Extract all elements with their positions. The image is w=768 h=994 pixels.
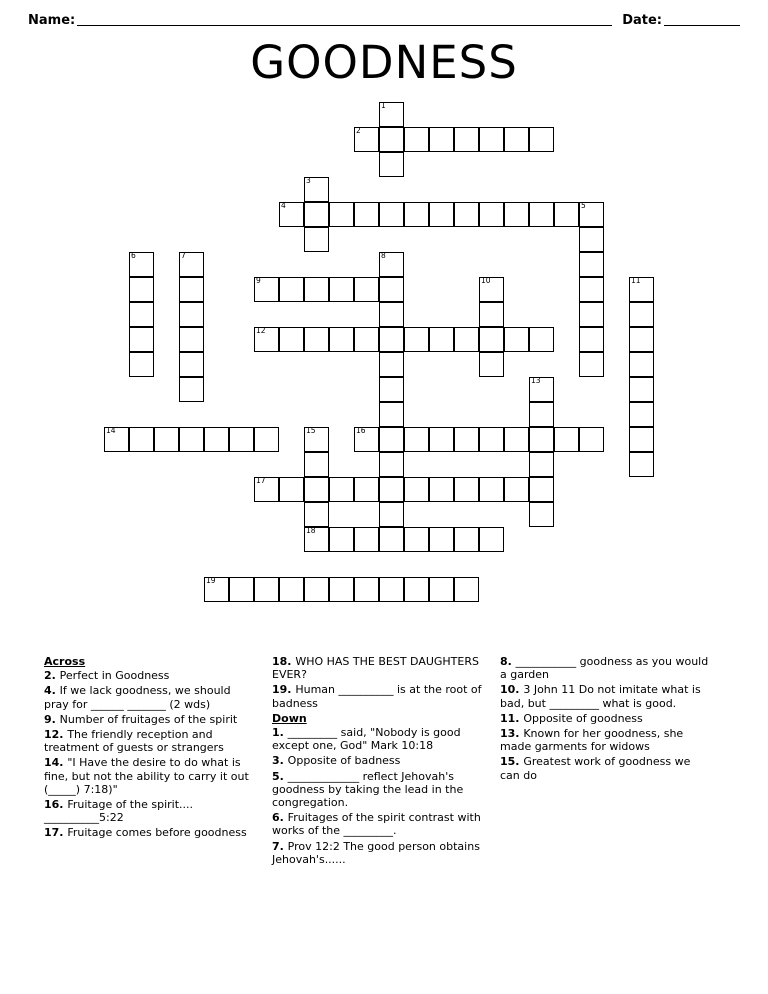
name-write-line (77, 12, 612, 26)
grid-cell[interactable] (404, 477, 429, 502)
clue-number: 6. (272, 811, 288, 825)
grid-cell-number: 16 (356, 426, 366, 435)
name-label: Name: (28, 13, 76, 28)
clue-text: WHO HAS THE BEST DAUGHTERS EVER? (272, 655, 479, 682)
grid-cell[interactable] (454, 577, 479, 602)
grid-cell[interactable] (479, 127, 504, 152)
grid-cell-number: 4 (281, 201, 286, 210)
grid-cell[interactable] (304, 327, 329, 352)
clue-item (500, 655, 712, 681)
grid-cell[interactable] (379, 302, 404, 327)
grid-cell[interactable] (254, 277, 279, 302)
grid-cell[interactable] (479, 352, 504, 377)
grid-cell[interactable] (379, 152, 404, 177)
grid-cell[interactable] (479, 427, 504, 452)
clue-text: Fruitage of the spirit.... __________5:22 (44, 798, 194, 825)
grid-cell[interactable] (179, 327, 204, 352)
down-heading: Down (272, 711, 307, 725)
grid-cell[interactable] (629, 452, 654, 477)
grid-cell-number: 5 (581, 201, 586, 210)
clue-text: Perfect in Goodness (59, 669, 170, 683)
clue-item (500, 683, 712, 709)
grid-cell[interactable] (354, 277, 379, 302)
grid-cell[interactable] (179, 427, 204, 452)
grid-cell[interactable] (454, 427, 479, 452)
clue-column-2 (272, 655, 484, 868)
grid-cell[interactable] (304, 177, 329, 202)
grid-cell[interactable] (629, 327, 654, 352)
grid-cell[interactable] (529, 477, 554, 502)
clue-text: The friendly reception and treatment of guests or strangers (44, 728, 224, 755)
grid-cell[interactable] (379, 202, 404, 227)
grid-cell[interactable] (579, 327, 604, 352)
grid-cell[interactable] (379, 277, 404, 302)
grid-cell[interactable] (404, 127, 429, 152)
page-title: GOODNESS (250, 36, 518, 89)
grid-cell[interactable] (179, 302, 204, 327)
clue-text: _________ said, "Nobody is good except one, God" Mark 10:18 (272, 726, 461, 753)
grid-cell[interactable] (279, 327, 304, 352)
grid-cell[interactable] (329, 277, 354, 302)
grid-cell[interactable] (379, 502, 404, 527)
grid-cell[interactable] (454, 327, 479, 352)
grid-cell[interactable] (379, 102, 404, 127)
grid-cell[interactable] (454, 202, 479, 227)
clue-text: Fruitage comes before goodness (67, 826, 247, 840)
grid-cell[interactable] (379, 477, 404, 502)
grid-cell[interactable] (354, 327, 379, 352)
grid-cell[interactable] (579, 352, 604, 377)
grid-cell[interactable] (354, 577, 379, 602)
grid-cell-number: 7 (181, 251, 186, 260)
grid-cell[interactable] (529, 402, 554, 427)
grid-cell[interactable] (304, 227, 329, 252)
grid-cell[interactable] (129, 252, 154, 277)
grid-cell[interactable] (104, 427, 129, 452)
grid-cell[interactable] (429, 577, 454, 602)
grid-cell[interactable] (404, 202, 429, 227)
grid-cell[interactable] (379, 402, 404, 427)
clue-number: 17. (44, 826, 68, 840)
clue-text: If we lack goodness, we should pray for ______ _______ (2 wds) (44, 684, 231, 711)
clue-number: 15. (500, 755, 524, 769)
grid-cell[interactable] (479, 302, 504, 327)
grid-cell[interactable] (629, 277, 654, 302)
clue-item (500, 755, 712, 781)
grid-cell[interactable] (429, 202, 454, 227)
grid-cell[interactable] (579, 427, 604, 452)
grid-cell[interactable] (379, 377, 404, 402)
worksheet-header (28, 6, 740, 28)
clue-number: 1. (272, 726, 288, 740)
grid-cell-number: 8 (381, 251, 386, 260)
grid-cell-number: 18 (306, 526, 316, 535)
grid-cell[interactable] (254, 577, 279, 602)
clue-text: Opposite of goodness (523, 711, 643, 725)
grid-cell[interactable] (379, 527, 404, 552)
clue-text: _____________ reflect Jehovah's goodness by taking the lead in the congregation. (272, 769, 464, 810)
grid-cell[interactable] (279, 577, 304, 602)
clue-text: "I Have the desire to do what is fine, but not the ability to carry it out (_____) 7:18)" (44, 756, 249, 796)
grid-cell[interactable] (479, 477, 504, 502)
grid-cell[interactable] (254, 327, 279, 352)
grid-cell[interactable] (429, 477, 454, 502)
clue-number: 11. (500, 711, 524, 725)
grid-cell[interactable] (479, 277, 504, 302)
grid-cell[interactable] (529, 202, 554, 227)
grid-cell[interactable] (304, 202, 329, 227)
grid-cell[interactable] (404, 527, 429, 552)
grid-cell[interactable] (629, 427, 654, 452)
clue-number: 7. (272, 839, 288, 853)
grid-cell[interactable] (579, 277, 604, 302)
grid-cell[interactable] (154, 427, 179, 452)
grid-cell[interactable] (304, 502, 329, 527)
grid-cell[interactable] (179, 377, 204, 402)
date-write-line (664, 12, 740, 26)
clue-number: 5. (272, 769, 288, 783)
clue-item (272, 811, 484, 837)
clue-number: 3. (272, 754, 288, 768)
grid-cell[interactable] (529, 127, 554, 152)
grid-cell[interactable] (329, 527, 354, 552)
clue-text: Prov 12:2 The good person obtains Jehovah's...... (272, 839, 480, 866)
grid-cell[interactable] (404, 327, 429, 352)
grid-cell[interactable] (529, 327, 554, 352)
grid-cell[interactable] (379, 427, 404, 452)
grid-cell[interactable] (279, 477, 304, 502)
date-label: Date: (622, 13, 662, 28)
grid-cell-number: 3 (306, 176, 311, 185)
grid-cell[interactable] (579, 302, 604, 327)
grid-cell[interactable] (379, 352, 404, 377)
grid-cell[interactable] (329, 202, 354, 227)
grid-cell[interactable] (179, 352, 204, 377)
clue-number: 13. (500, 727, 524, 741)
clue-number: 4. (44, 684, 60, 698)
clue-number: 18. (272, 655, 296, 668)
clue-item (500, 712, 712, 725)
grid-cell[interactable] (279, 277, 304, 302)
grid-cell[interactable] (354, 477, 379, 502)
grid-cell[interactable] (504, 477, 529, 502)
clue-item (44, 826, 256, 839)
clue-item (44, 756, 256, 796)
grid-cell[interactable] (229, 577, 254, 602)
grid-cell[interactable] (254, 477, 279, 502)
grid-cell[interactable] (179, 277, 204, 302)
grid-cell[interactable] (129, 302, 154, 327)
clue-number: 9. (44, 712, 60, 726)
clue-column-3 (500, 655, 712, 784)
grid-cell[interactable] (354, 527, 379, 552)
grid-cell[interactable] (479, 527, 504, 552)
grid-cell-number: 15 (306, 426, 316, 435)
clue-number: 2. (44, 669, 60, 683)
clue-text: Opposite of badness (287, 754, 401, 768)
clue-item (44, 728, 256, 754)
clue-number: 14. (44, 756, 68, 770)
grid-cell[interactable] (504, 427, 529, 452)
grid-cell-number: 14 (106, 426, 116, 435)
grid-cell[interactable] (554, 427, 579, 452)
grid-cell[interactable] (404, 577, 429, 602)
clue-number: 10. (500, 683, 524, 697)
grid-cell[interactable] (454, 477, 479, 502)
grid-cell[interactable] (129, 427, 154, 452)
grid-cell[interactable] (379, 452, 404, 477)
clue-item (272, 655, 484, 681)
grid-cell[interactable] (304, 577, 329, 602)
grid-cell[interactable] (454, 527, 479, 552)
clue-number: 16. (44, 798, 68, 812)
grid-cell[interactable] (504, 202, 529, 227)
clue-text: Greatest work of goodness we can do (500, 755, 691, 782)
grid-cell[interactable] (504, 127, 529, 152)
grid-cell-number: 1 (381, 101, 386, 110)
clue-text: Human __________ is at the root of badness (272, 683, 482, 710)
clue-number: 19. (272, 683, 296, 697)
clue-item (44, 684, 256, 710)
grid-cell-number: 11 (631, 276, 641, 285)
grid-cell[interactable] (204, 427, 229, 452)
grid-cell[interactable] (304, 452, 329, 477)
grid-cell[interactable] (304, 527, 329, 552)
grid-cell-number: 13 (531, 376, 541, 385)
grid-cell[interactable] (479, 202, 504, 227)
grid-cell[interactable] (254, 427, 279, 452)
clues-region (44, 655, 734, 915)
clue-number: 8. (500, 655, 516, 668)
clue-item (272, 754, 484, 767)
clue-item (272, 840, 484, 866)
clue-item (44, 798, 256, 824)
grid-cell[interactable] (454, 127, 479, 152)
grid-cell[interactable] (379, 577, 404, 602)
clue-text: 3 John 11 Do not imitate what is bad, but _________ what is good. (500, 683, 701, 710)
grid-cell[interactable] (129, 352, 154, 377)
clue-item (500, 727, 712, 753)
grid-cell[interactable] (554, 202, 579, 227)
grid-cell-number: 10 (481, 276, 491, 285)
clue-text: ___________ goodness as you would a garden (500, 655, 709, 682)
grid-cell-number: 2 (356, 126, 361, 135)
grid-cell[interactable] (504, 327, 529, 352)
grid-cell-number: 12 (256, 326, 266, 335)
grid-cell[interactable] (354, 202, 379, 227)
grid-cell[interactable] (429, 527, 454, 552)
grid-cell[interactable] (529, 427, 554, 452)
grid-cell[interactable] (629, 402, 654, 427)
grid-cell[interactable] (279, 202, 304, 227)
grid-cell-number: 17 (256, 476, 266, 485)
grid-cell[interactable] (229, 427, 254, 452)
clue-item (272, 683, 484, 709)
grid-cell[interactable] (629, 302, 654, 327)
grid-cell[interactable] (379, 127, 404, 152)
grid-cell[interactable] (179, 252, 204, 277)
grid-cell[interactable] (304, 477, 329, 502)
grid-cell-number: 9 (256, 276, 261, 285)
grid-cell[interactable] (354, 427, 379, 452)
crossword-grid[interactable] (0, 98, 768, 648)
grid-cell-number: 19 (206, 576, 216, 585)
grid-cell[interactable] (329, 327, 354, 352)
grid-cell[interactable] (354, 127, 379, 152)
clue-text: Known for her goodness, she made garments for widows (500, 727, 684, 754)
clue-column-1 (44, 655, 256, 842)
clue-item (44, 713, 256, 726)
grid-cell[interactable] (429, 327, 454, 352)
grid-cell[interactable] (304, 277, 329, 302)
grid-cell[interactable] (329, 577, 354, 602)
grid-cell[interactable] (629, 352, 654, 377)
grid-cell[interactable] (129, 277, 154, 302)
clue-item (272, 726, 484, 752)
clue-item (272, 770, 484, 810)
grid-cell[interactable] (304, 427, 329, 452)
grid-cell[interactable] (379, 327, 404, 352)
grid-cell[interactable] (429, 127, 454, 152)
grid-cell[interactable] (129, 327, 154, 352)
clue-item (44, 669, 256, 682)
grid-cell[interactable] (529, 502, 554, 527)
across-heading: Across (44, 655, 86, 668)
grid-cell[interactable] (579, 202, 604, 227)
grid-cell[interactable] (429, 427, 454, 452)
grid-cell[interactable] (379, 252, 404, 277)
grid-cell[interactable] (529, 377, 554, 402)
grid-cell[interactable] (579, 252, 604, 277)
grid-cell[interactable] (479, 327, 504, 352)
grid-cell[interactable] (529, 452, 554, 477)
clue-text: Fruitages of the spirit contrast with works of the _________. (272, 811, 481, 838)
grid-cell[interactable] (629, 377, 654, 402)
clue-text: Number of fruitages of the spirit (59, 712, 238, 726)
grid-cell[interactable] (579, 227, 604, 252)
clue-number: 12. (44, 728, 68, 742)
grid-cell[interactable] (329, 477, 354, 502)
grid-cell[interactable] (404, 427, 429, 452)
grid-cell-number: 6 (131, 251, 136, 260)
grid-cell[interactable] (204, 577, 229, 602)
